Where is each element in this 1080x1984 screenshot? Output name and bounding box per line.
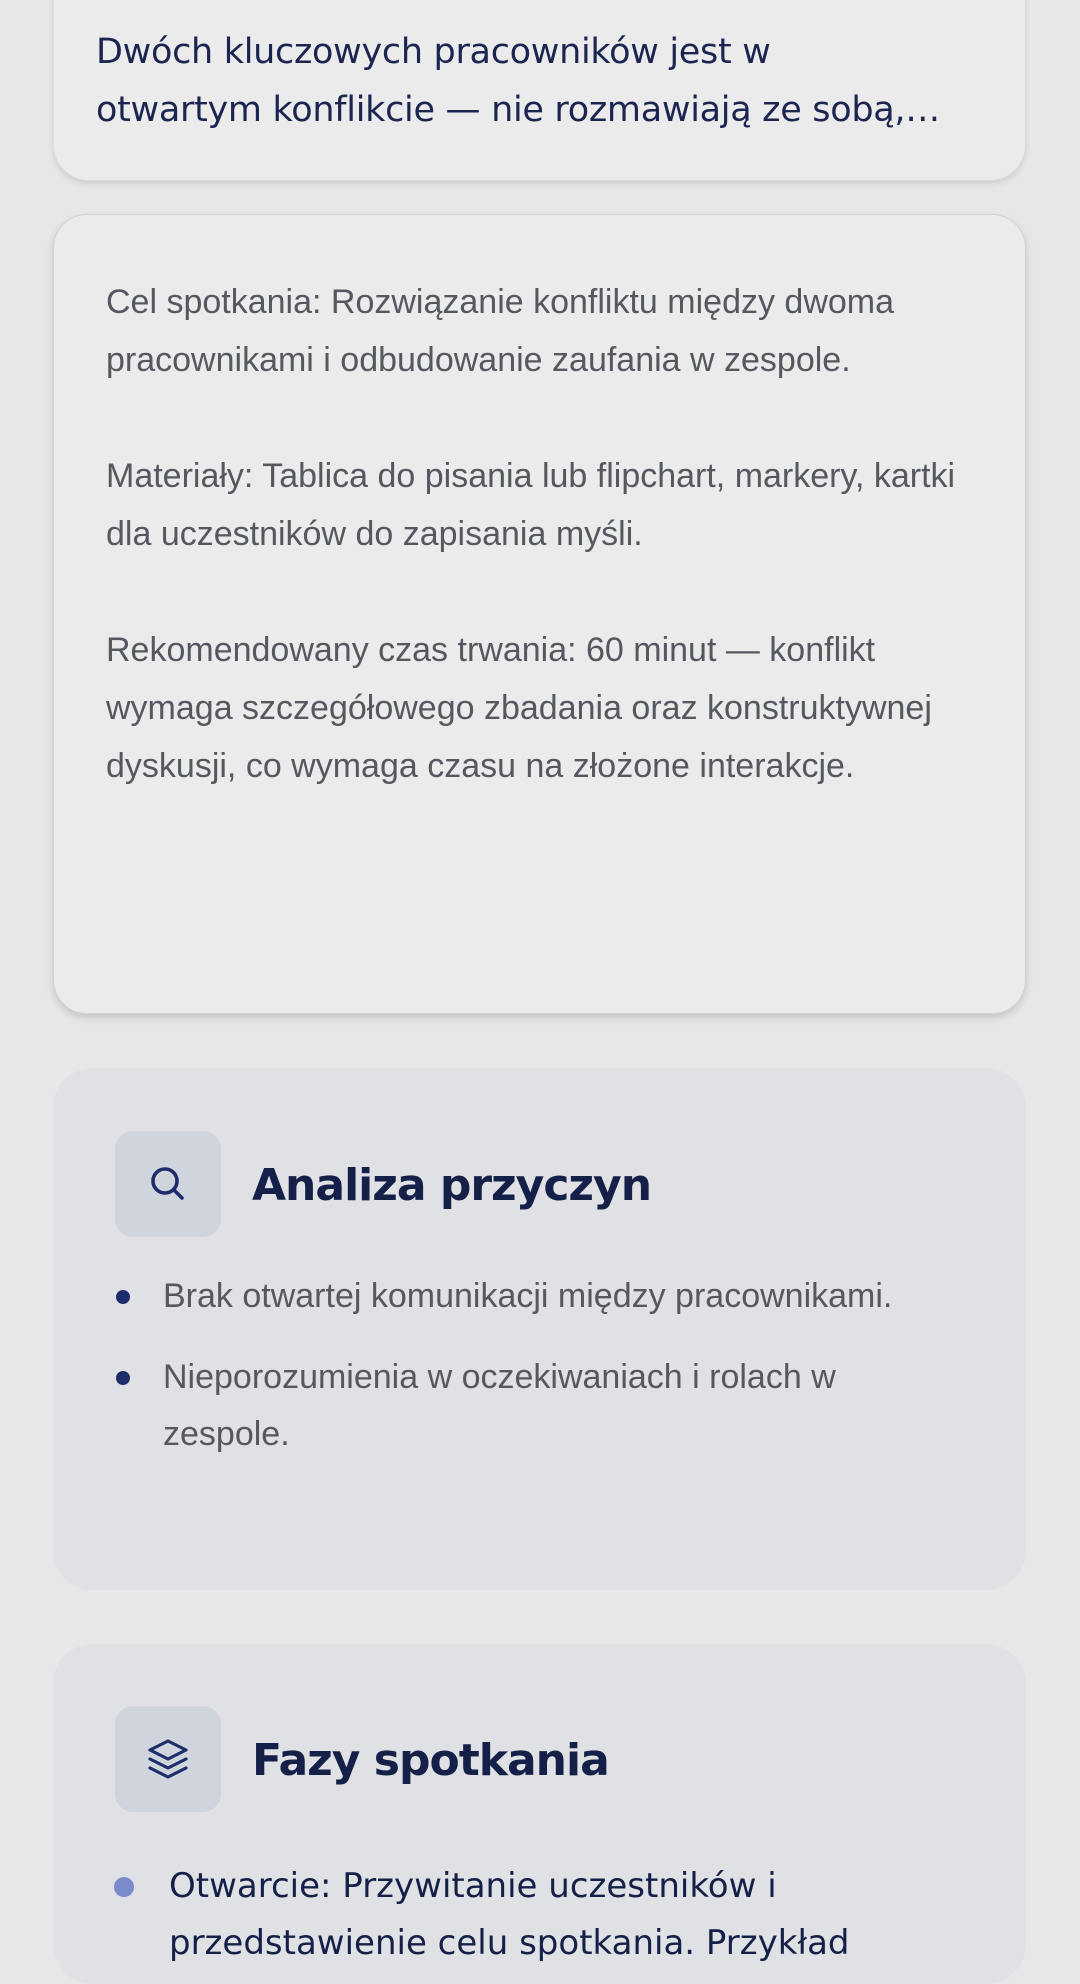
problem-line-2: otwartym konflikcie — nie rozmawiają ze sobą,… [96,90,940,130]
meeting-materials: Materiały: Tablica do pisania lub flipchart, markery, kartki dla uczestników do zapisania myśli. [106,457,956,553]
meeting-duration: Rekomendowany czas trwania: 60 minut — konflikt wymaga szczegółowego zbadania oraz konstruktywnej dyskusji, co wymaga czasu na złożone interakcje. [106,631,932,785]
bullet-dot [116,1371,130,1385]
meeting-plan-card [53,214,1026,1014]
layers-icon [115,1706,221,1812]
root-cause-analysis-section [53,1068,1026,1590]
search-icon [115,1131,221,1237]
list-item [53,1858,1026,1972]
list-item-text: Nieporozumienia w oczekiwaniach i rolach w zespole. [163,1358,836,1453]
bullet-dot [114,1877,134,1897]
problem-line-1: Dwóch kluczowych pracowników jest w [96,32,771,72]
phase-list [53,1858,1026,1972]
section-title: Analiza przyczyn [252,1160,652,1211]
bullet-dot [116,1290,130,1304]
meeting-phases-section [53,1644,1026,1984]
problem-description [96,23,996,139]
problem-card[interactable] [53,0,1026,181]
list-item [53,1349,1026,1463]
phase-line-1: Otwarcie: Przywitanie uczestników i [169,1866,777,1906]
section-title: Fazy spotkania [252,1735,609,1786]
list-item [53,1268,1026,1325]
phase-line-2: przedstawienie celu spotkania. Przykład [169,1923,850,1963]
cause-list [53,1268,1026,1463]
list-item-text: Brak otwartej komunikacji między pracownikami. [163,1277,893,1315]
meeting-plan-text [106,273,966,795]
meeting-goal: Cel spotkania: Rozwiązanie konfliktu między dwoma pracownikami i odbudowanie zaufania w zespole. [106,283,895,379]
